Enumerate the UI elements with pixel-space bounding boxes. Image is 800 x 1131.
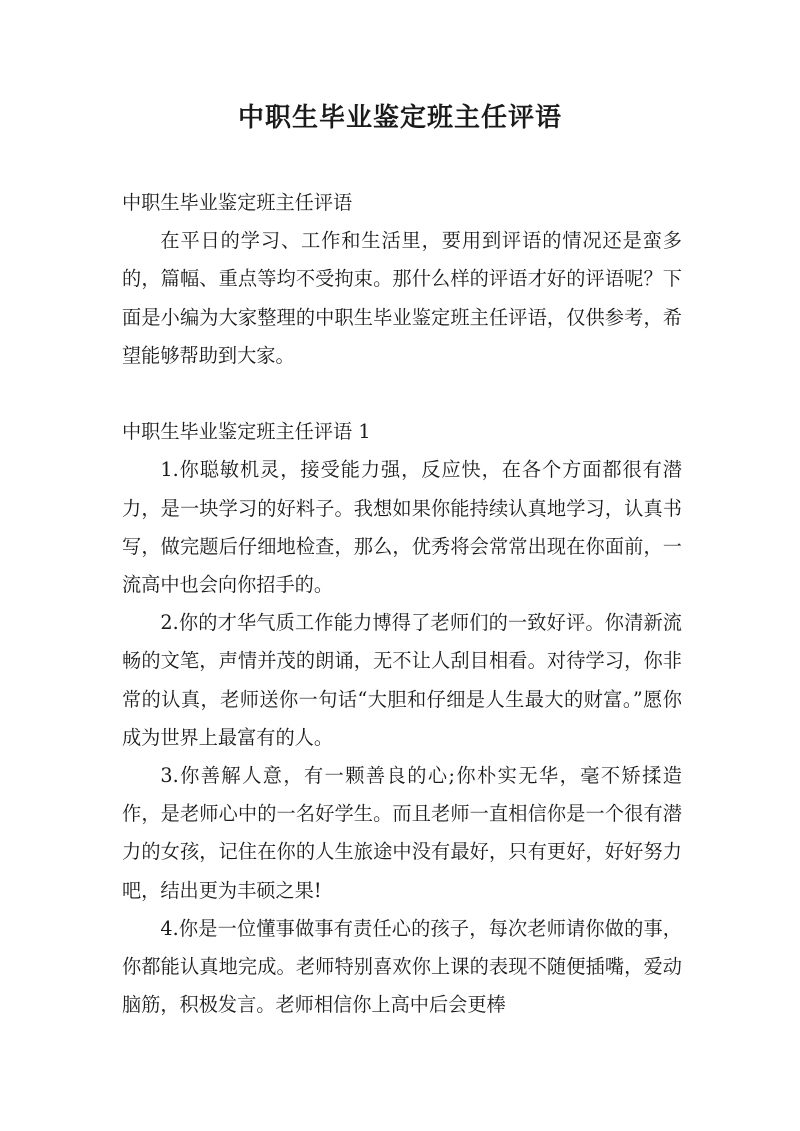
comment-item-4: 4.你是一位懂事做事有责任心的孩子，每次老师请你做的事，你都能认真地完成。老师特别喜欢你上课的表现不随便插嘴，爱动脑筋，积极发言。老师相信你上高中后会更棒 [122,916,682,1017]
document-body [122,184,682,1024]
document-subtitle: 中职生毕业鉴定班主任评语 [122,191,353,214]
section-heading: 中职生毕业鉴定班主任评语 1 [122,420,371,444]
comment-item-1: 1.你聪敏机灵，接受能力强，反应快，在各个方面都很有潜力，是一块学习的好料子。我想如果你能持续认真地学习，认真书写，做完题后仔细地检查，那么，优秀将会常常出现在你面前，一流高中也会向你招手的。 [122,458,682,597]
paragraph-spacer [122,375,682,413]
comment-item-3: 3.你善解人意，有一颗善良的心;你朴实无华，毫不矫揉造作，是老师心中的一名好学生。而且老师一直相信你是一个很有潜力的女孩，记住在你的人生旅途中没有最好，只有更好，好好努力吧，结出更为丰硕之果! [122,764,682,902]
comment-item-2: 2.你的才华气质工作能力博得了老师们的一致好评。你清新流畅的文笔，声情并茂的朗诵，无不让人刮目相看。对待学习，你非常的认真，老师送你一句话“大胆和仔细是人生最大的财富。”愿你成为世界上最富有的人。 [122,611,682,749]
intro-paragraph: 在平日的学习、工作和生活里，要用到评语的情况还是蛮多的，篇幅、重点等均不受拘束。那什么样的评语才好的评语呢？下面是小编为大家整理的中职生毕业鉴定班主任评语，仅供参考，希望能够帮助到大家。 [122,229,682,367]
document-title: 中职生毕业鉴定班主任评语 [237,103,562,133]
